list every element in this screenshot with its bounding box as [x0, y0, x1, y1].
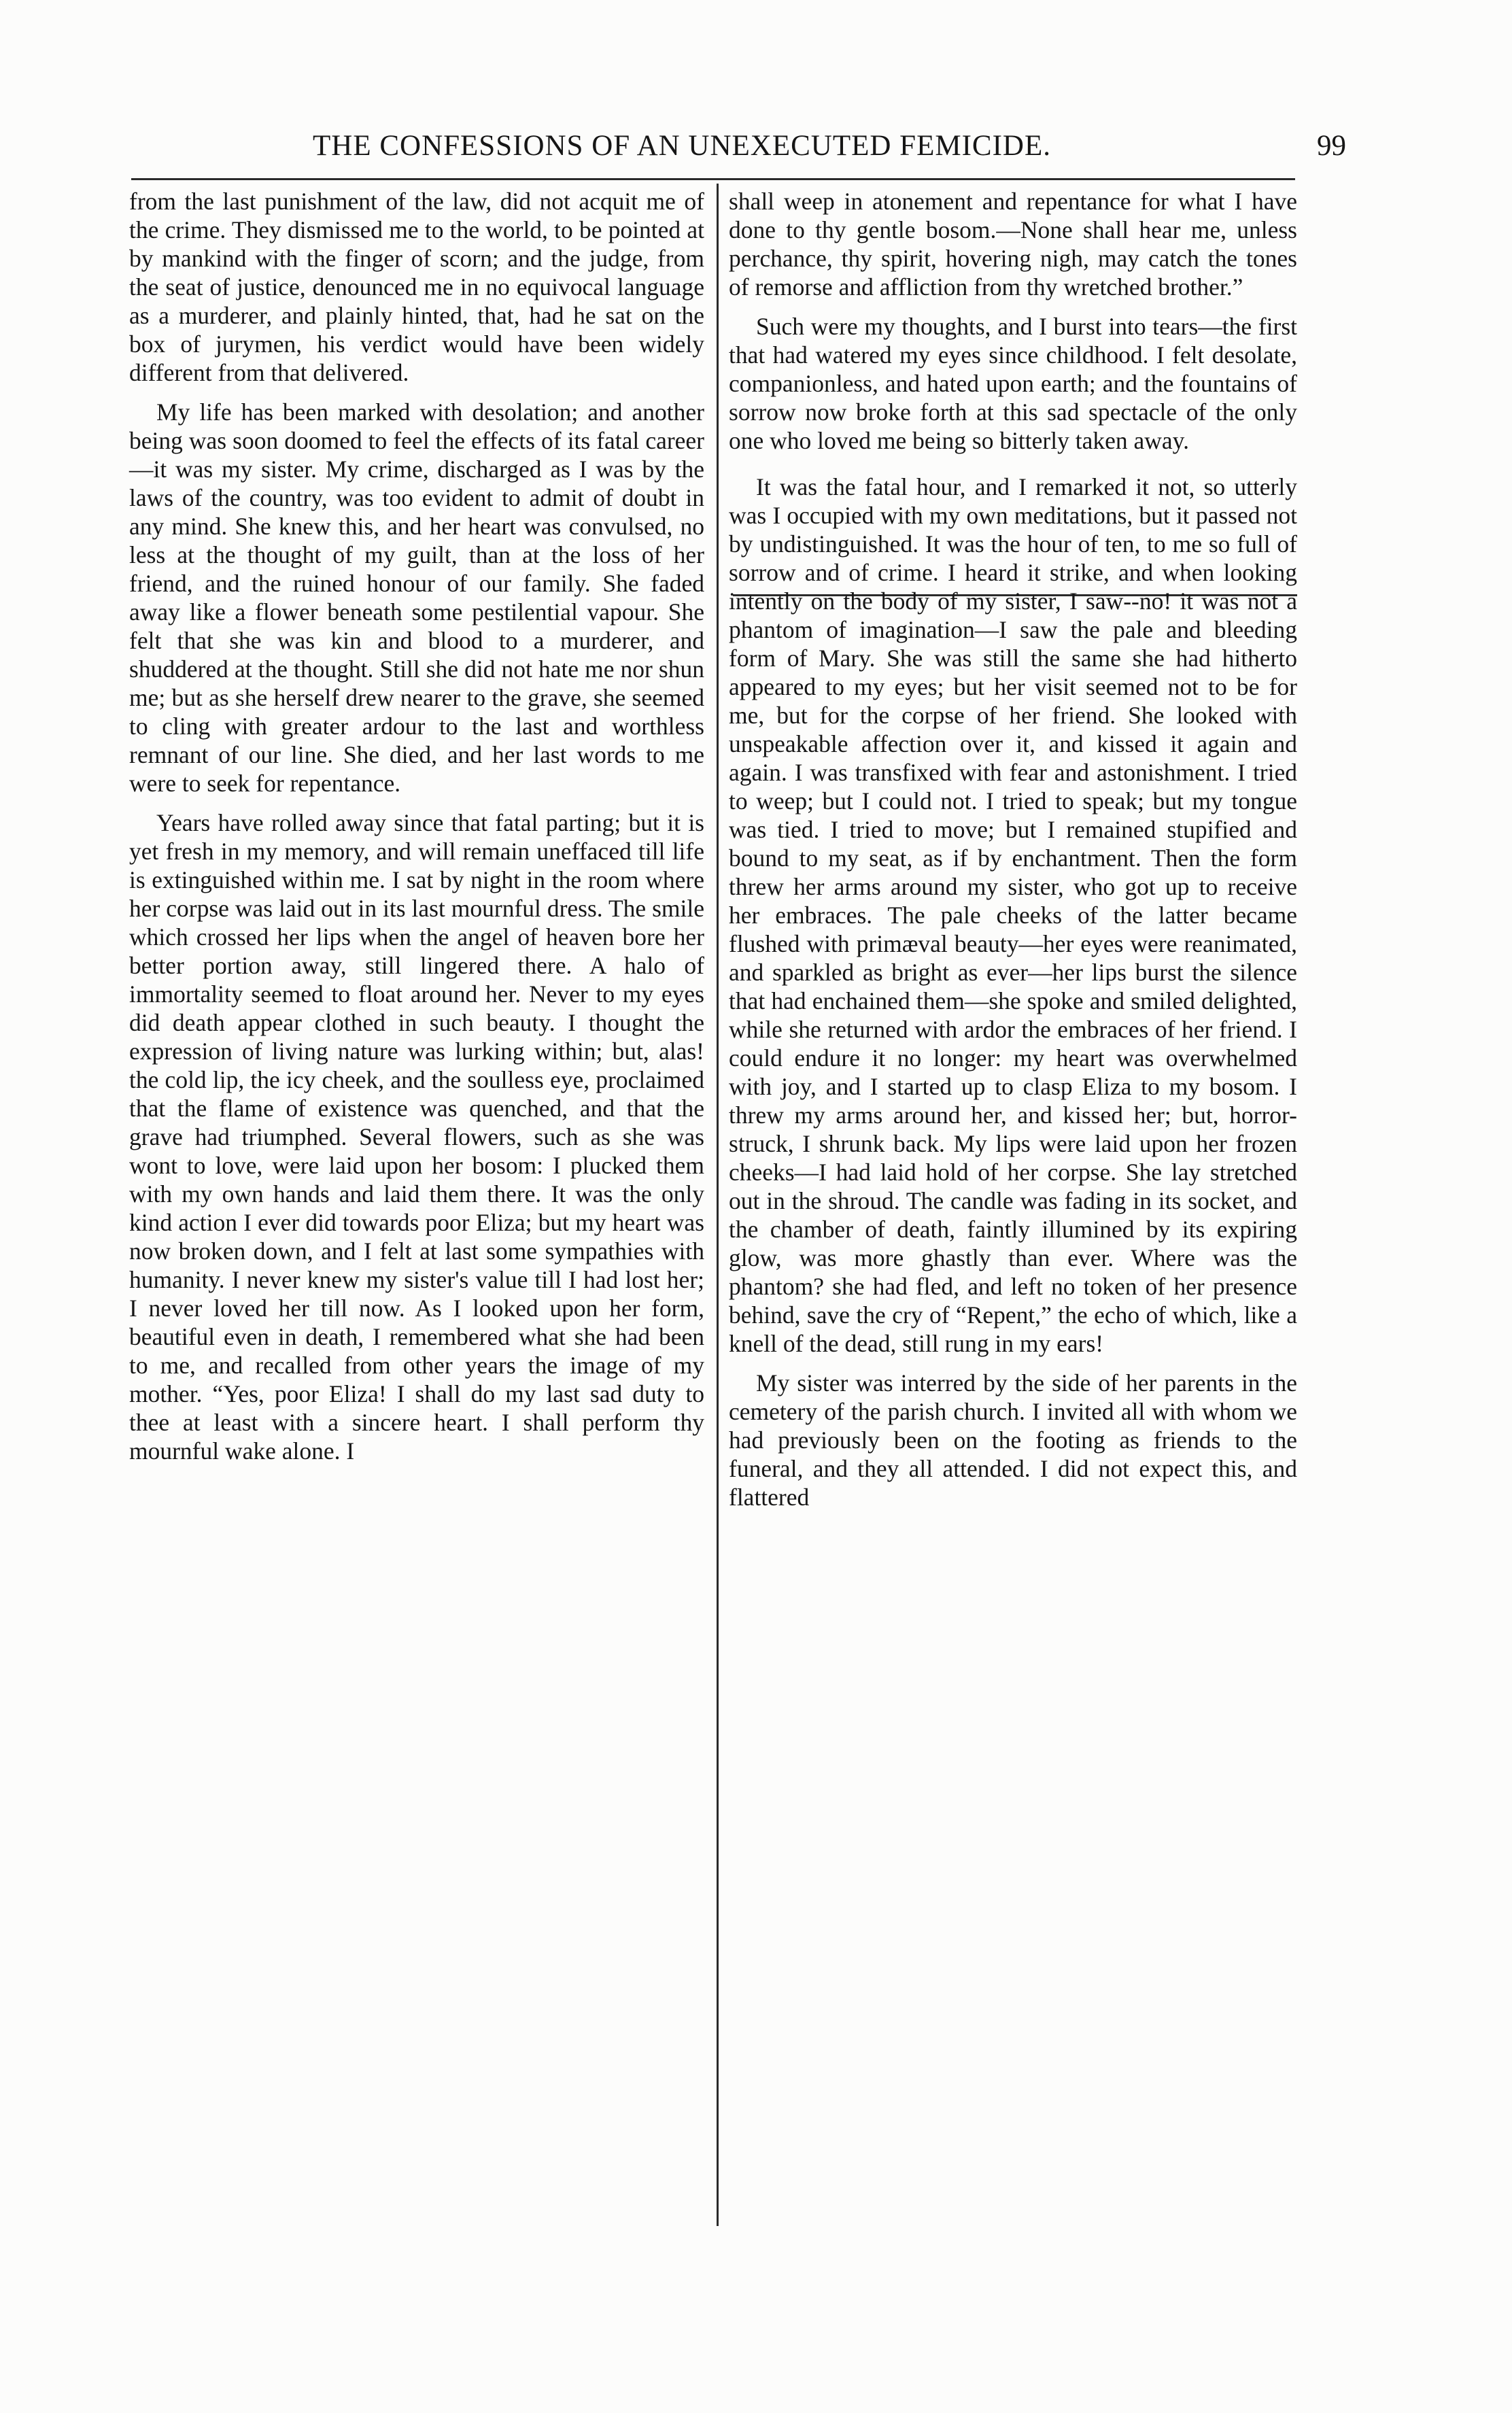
paragraph: My sister was interred by the side of her parents in the cemetery of the parish church. I invited all with whom we had previously been on the footing as friends to the funeral, and they all attended. I did not expect this, and flattered [729, 1369, 1297, 1511]
paragraph: It was the fatal hour, and I remarked it not, so utterly was I occupied with my own meditations, but it passed not by undistinguished. It was the hour of ten, to me so full of sorrow and of crime. I heard it strike, and when looking intently on the body of my sister, I saw--no! it was not a phantom of imagination—I saw the pale and bleeding form of Mary. She was still the same she had hitherto appeared to my eyes; but her visit seemed not to be for me, but for the corpse of her friend. She looked with unspeakable affection over it, and kissed it again and again. I was transfixed with fear and astonishment. I tried to weep; but I could not. I tried to speak; but my tongue was tied. I tried to move; but I remained stupified and bound to my seat, as if by enchantment. Then the form threw her arms around my sister, who got up to receive her embraces. The pale cheeks of the latter became flushed with primæval beauty—her eyes were reanimated, and sparkled as bright as ever—her lips burst the silence that had enchained them—she spoke and smiled delighted, while she returned with ardor the embraces of her friend. I could endure it no longer: my heart was overwhelmed with joy, and I started up to clasp Eliza to my bosom. I threw my arms around her, and kissed her; but, horror-struck, I shrunk back. My lips were laid upon her frozen cheeks—I had laid hold of her corpse. She lay stretched out in the shroud. The candle was fading in its socket, and the chamber of death, faintly illumined by its expiring glow, was more ghastly than ever. Where was the phantom? she had fled, and left no token of her presence behind, save the cry of “Repent,” the echo of which, like a knell of the dead, still rung in my ears! [729, 473, 1297, 1357]
paragraph: Such were my thoughts, and I burst into tears—the first that had watered my eyes since childhood. I felt desolate, companionless, and hated upon earth; and the fountains of sorrow now broke forth at this sad spectacle of the only one who loved me being so bitterly taken away. [729, 313, 1297, 454]
right-column [729, 187, 1297, 1522]
running-title: THE CONFESSIONS OF AN UNEXECUTED FEMICIDE. [313, 130, 1051, 162]
header-rule [131, 178, 1295, 180]
page-header [129, 126, 1346, 174]
paragraph: My life has been marked with desolation; and another being was soon doomed to feel the effects of its fatal career—it was my sister. My crime, discharged as I was by the laws of the country, was too evident to admit of doubt in any mind. She knew this, and her heart was convulsed, no less at the thought of my guilt, than at the loss of her friend, and the ruined honour of our family. She faded away like a flower beneath some pestilential vapour. She felt that she was kin and blood to a murderer, and shuddered at the thought. Still she did not hate me nor shun me; but as she herself drew nearer to the grave, she seemed to cling with greater ardour to the last and worthless remnant of our line. She died, and her last words to me were to seek for repentance. [129, 398, 704, 797]
paragraph: shall weep in atonement and repentance for what I have done to thy gentle bosom.—None shall hear me, unless perchance, thy spirit, hovering nigh, may catch the tones of remorse and affliction from thy wretched brother.” [729, 188, 1297, 301]
page-number: 99 [1317, 130, 1346, 162]
left-column [129, 187, 704, 1476]
paragraph: from the last punishment of the law, did not acquit me of the crime. They dismissed me to the world, to be pointed at by mankind with the finger of scorn; and the judge, from the seat of justice, denounced me in no equivocal language as a murderer, and plainly hinted, that, had he sat on the box of jurymen, his verdict would have been widely different from that delivered. [129, 188, 704, 386]
paragraph: Years have rolled away since that fatal parting; but it is yet fresh in my memory, and will remain uneffaced till life is extinguished within me. I sat by night in the room where her corpse was laid out in its last mournful dress. The smile which crossed her lips when the angel of heaven bore her better portion away, still lingered there. A halo of immortality seemed to float around her. Never to my eyes did death appear clothed in such beauty. I thought the expression of living nature was lurking within; but, alas! the cold lip, the icy cheek, and the soulless eye, proclaimed that the flame of existence was quenched, and that the grave had triumphed. Several flowers, such as she was wont to love, were laid upon her bosom: I plucked them with my own hands and laid them there. It was the only kind action I ever did towards poor Eliza; but my heart was now broken down, and I felt at last some sympathies with humanity. I never knew my sister's value till I had lost her; I never loved her till now. As I looked upon her form, beautiful even in death, I remembered what she had been to me, and recalled from other years the image of my mother. “Yes, poor Eliza! I shall do my last sad duty to thee at least with a sincere heart. I shall perform thy mournful wake alone. I [129, 809, 704, 1465]
column-divider [717, 184, 719, 2226]
